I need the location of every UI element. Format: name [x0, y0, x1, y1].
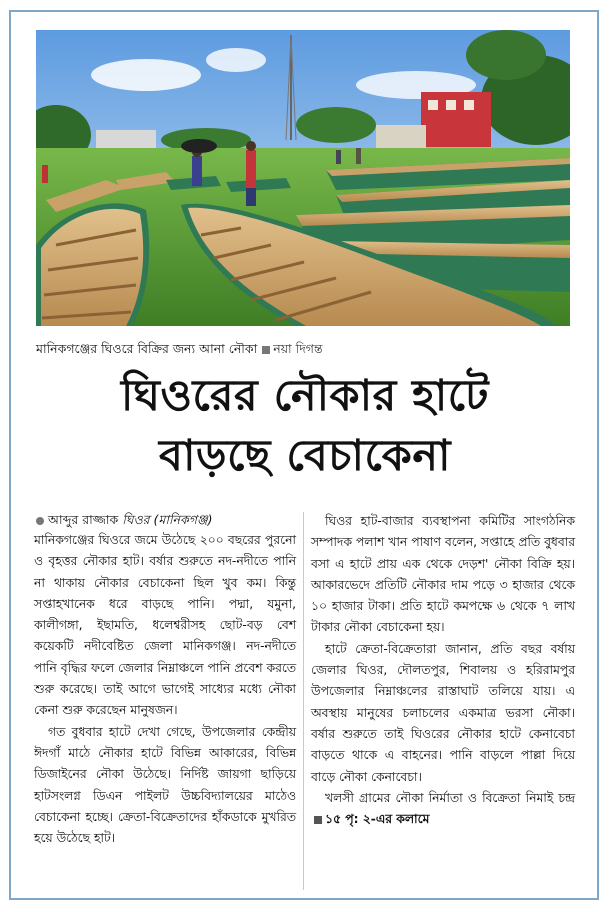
headline-line-1: ঘিওরের নৌকার হাটে: [121, 371, 489, 421]
paragraph: হাটে ক্রেতা-বিক্রেতারা জানান, প্রতি বছর বর্ষায় জেলার ঘিওর, দৌলতপুর, শিবালয় ও হরিরামপুর উপজেলার নিম্নাঞ্চলের রাস্তাঘাট তলিয়ে যায়। এ অবস্থায় মানুষের চলাচলের একমাত্র ভরসা নৌকা। বর্ষার শুরুতে তাই ঘিওরের নৌকার হাটে কেনাবেচা বাড়তে থাকে এ বাহনের। পানি বাড়লে পাল্লা দিয়ে বাড়ে নৌকা কেনাবেচা।: [311, 641, 575, 784]
caption-source: নয়া দিগন্ত: [273, 341, 323, 356]
headline: [22, 366, 588, 486]
paragraph: ঘিওর হাট-বাজার ব্যবস্থাপনা কমিটির সাংগঠনিক সম্পাদক পলাশ খান পাষাণ বলেন, সপ্তাহে প্রতি বুধবার বসা এ হাটে প্রায় এক থেকে দেড়শ' নৌকা বিক্রি হয়। আকারভেদে প্রতিটি নৌকার দাম পড়ে ৩ হাজার থেকে ১০ হাজার টাকা। প্রতি হাটে কমপক্ষে ৬ থেকে ৭ লাখ টাকার নৌকা বেচাকেনা হয়।: [311, 514, 575, 635]
paragraph: মানিকগঞ্জের ঘিওরে জমে উঠেছে ২০০ বছরের পুরনো ও বৃহত্তর নৌকার হাট। বর্ষার শুরুতে নদ-নদীতে পানি না থাকায় নৌকার বেচাকেনা ছিল খুব কম। কিন্তু সপ্তাহখানেক ধরে বাড়ছে পানি। পদ্মা, যমুনা, কালীগঙ্গা, ইছামতি, ধলেশ্বরীসহ ছোট-বড় বেশ কয়েকটি নদীবেষ্টিত জেলা মানিকগঞ্জ। নদ-নদীতে পানি বৃদ্ধির ফলে জেলার নিম্নাঞ্চলে পানি প্রবেশ করতে শুরু করেছে। তাই আগে ভাগেই সাধ্যের মধ্যে নৌকা কেনা শুরু করেছেন মানুষজন।: [34, 533, 296, 718]
paragraph-with-jump: [311, 788, 575, 831]
article-column-2: [311, 511, 575, 830]
byline-dot: [36, 517, 44, 525]
article-column-1: [34, 530, 296, 849]
paragraph-text: খলসী গ্রামের নৌকা নির্মাতা ও বিক্রেতা নিমাই চন্দ্র: [325, 790, 575, 805]
column-divider: [303, 512, 304, 890]
article-photo: [36, 30, 570, 326]
photo-caption: [36, 341, 570, 357]
headline-line-2: বাড়ছে বেচাকেনা: [159, 431, 451, 481]
byline-location: ঘিওর (মানিকগঞ্জ): [122, 512, 213, 527]
byline-author: আব্দুর রাজ্জাক: [48, 512, 119, 527]
caption-separator-square: [262, 346, 270, 354]
paragraph: গত বুধবার হাটে দেখা গেছে, উপজেলার কেন্দ্রীয় ঈদগাঁ মাঠে নৌকার হাটে বিভিন্ন আকারের, বিভিন্ন ডিজাইনের নৌকা উঠেছে। নির্দিষ্ট জায়গা ছাড়িয়ে হাটসংলগ্ন ডিএন পাইলট উচ্চবিদ্যালয়ের মাঠেও বেচাকেনা হচ্ছে। ক্রেতা-বিক্রেতাদের হাঁকডাকে মুখরিত হয়ে উঠেছে হাট।: [34, 724, 296, 846]
boat-market-photo: [36, 30, 570, 326]
continued-jump[interactable]: [311, 812, 429, 826]
caption-text: মানিকগঞ্জের ঘিওরে বিক্রির জন্য আনা নৌকা: [36, 341, 258, 356]
byline: [36, 512, 213, 528]
jump-text: ১৫ পৃ: ২-এর কলামে: [325, 812, 430, 827]
jump-square-icon: [314, 816, 322, 824]
